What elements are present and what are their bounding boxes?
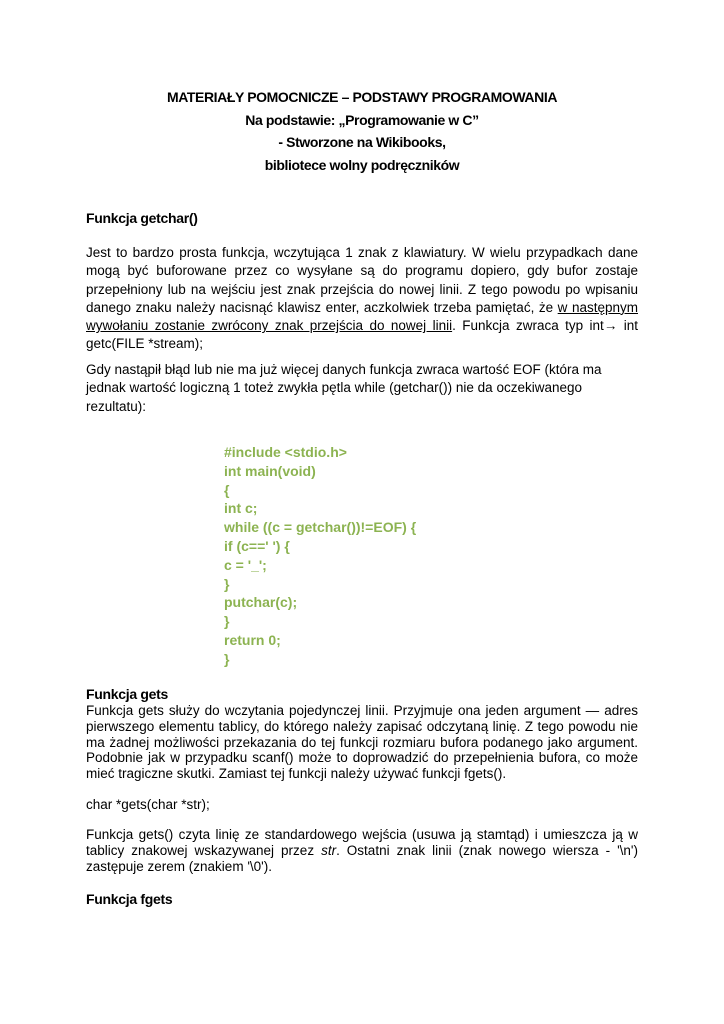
- code-example: [224, 443, 416, 669]
- getchar-desc-part-2: . Funkcja zwraca typ int: [452, 318, 604, 334]
- code-line: }: [224, 650, 230, 667]
- gets-behavior-part-2: . Ostatni znak linii (znak nowego wiersza - '\n') zastępuje zerem (znakiem '\0').: [86, 842, 639, 874]
- heading-fgets: Funkcja fgets: [86, 891, 173, 907]
- gets-signature: char *gets(char *str);: [86, 797, 210, 812]
- getchar-description: [86, 244, 638, 354]
- getchar-desc-part-1: Jest to bardzo prosta funkcja, wczytująca 1 znak z klawiatury. W wielu przypadkach dane mogą być buforowane przez co wysyłane są do programu dopiero, gdy bufor zostaje przepełniony lub na wejściu jest znak przejścia do nowej linii. Z tego powodu po wpisaniu danego znaku należy nacisnąć klawisz enter, aczkolwiek trzeba pamiętać, że: [86, 245, 638, 315]
- code-line: }: [224, 575, 230, 592]
- code-line: #include <stdio.h>: [224, 444, 347, 460]
- heading-getchar: Funkcja getchar(): [86, 210, 198, 226]
- title-line-4: bibliotece wolny podręczników: [264, 156, 460, 173]
- code-line: return 0;: [224, 631, 281, 648]
- code-line: {: [224, 481, 230, 498]
- code-line: putchar(c);: [224, 594, 298, 611]
- code-line: if (c==' ') {: [224, 537, 290, 554]
- title-line-1: MATERIAŁY POMOCNICZE – PODSTAWY PROGRAMOWANIA: [166, 89, 558, 105]
- gets-behavior-paragraph: [86, 827, 638, 874]
- code-line: c = '_';: [224, 556, 267, 573]
- getchar-desc-underlined: w następnym wywołaniu zostanie zwrócony znak przejścia do nowej linii: [86, 299, 638, 334]
- getchar-eof-paragraph: Gdy nastąpił błąd lub nie ma już więcej danych funkcja zwraca wartość EOF (która ma jednak wartość logiczną 1 toteż zwykła pętla while (getchar()) nie da oczekiwanego rezultatu):: [86, 362, 602, 414]
- code-line: int c;: [224, 500, 258, 517]
- gets-description: Funkcja gets służy do wczytania pojedynczej linii. Przyjmuje ona jeden argument — adres pierwszego elementu tablicy, do którego należy zapisać odczytaną linię. Z tego powodu nie ma żadnej możliwości przekazania do tej funkcji rozmiaru bufora podanego jako argument. Podobnie jak w przypadku scanf() może to doprowadzić do przepełnienia bufora, co może mieć tragiczne skutki. Zamiast tej funkcji należy używać funkcji fgets().: [86, 703, 638, 782]
- getchar-desc-part-3: int getc(FILE *stream);: [86, 318, 638, 352]
- heading-gets: Funkcja gets: [86, 686, 168, 702]
- right-arrow-icon: →: [603, 318, 618, 334]
- code-line: int main(void): [224, 462, 316, 479]
- document-title: [0, 86, 724, 176]
- code-line: while ((c = getchar())!=EOF) {: [224, 519, 417, 536]
- title-line-2: Na podstawie: „Programowanie w C”: [245, 111, 479, 128]
- gets-behavior-part-1: Funkcja gets() czyta linię ze standardowego wejścia (usuwa ją stamtąd) i umieszcza ją w tablicy znakowej wskazywanej przez: [86, 827, 638, 858]
- code-line: }: [224, 613, 230, 630]
- gets-param-str: str: [321, 842, 337, 858]
- title-line-3: - Stworzone na Wikibooks,: [278, 134, 446, 150]
